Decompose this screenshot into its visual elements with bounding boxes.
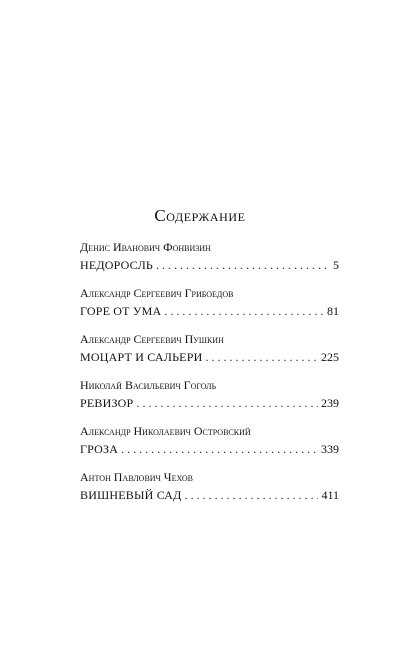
- author-name: Антон Павлович Чехов: [80, 470, 193, 484]
- dot-leader: [185, 486, 319, 504]
- dot-leader: [164, 302, 324, 320]
- toc-entry: [80, 238, 339, 274]
- toc-entry: [80, 468, 339, 504]
- work-line: [80, 256, 339, 274]
- work-title: РЕВИЗОР: [80, 396, 134, 410]
- page-number: 339: [321, 442, 339, 456]
- toc-entry: [80, 422, 339, 458]
- toc-entry: [80, 376, 339, 412]
- work-line: [80, 302, 339, 320]
- page-number: 225: [321, 350, 339, 364]
- dot-leader: [136, 394, 318, 412]
- toc-entry: [80, 284, 339, 320]
- contents-list: [80, 238, 339, 504]
- author-name: Николай Васильевич Гоголь: [80, 378, 217, 392]
- author-name: Александр Николаевич Островский: [80, 424, 251, 438]
- author-name: Александр Сергеевич Пушкин: [80, 332, 224, 346]
- author-name: Александр Сергеевич Грибоедов: [80, 286, 234, 300]
- dot-leader: [121, 440, 318, 458]
- work-title: МОЦАРТ И САЛЬЕРИ: [80, 350, 203, 364]
- work-title: НЕДОРОСЛЬ: [80, 258, 154, 272]
- page-number: 5: [333, 258, 339, 272]
- work-line: [80, 486, 339, 504]
- work-line: [80, 440, 339, 458]
- work-title: ВИШНЕВЫЙ САД: [80, 488, 182, 502]
- work-title: ГРОЗА: [80, 442, 119, 456]
- contents-title: Содержание: [154, 206, 246, 225]
- author-name: Денис Иванович Фонвизин: [80, 240, 211, 254]
- toc-entry: [80, 330, 339, 366]
- dot-leader: [156, 256, 330, 274]
- dot-leader: [205, 348, 318, 366]
- work-title: ГОРЕ ОТ УМА: [80, 304, 162, 318]
- page-number: 411: [321, 488, 339, 502]
- page-number: 81: [327, 304, 339, 318]
- work-line: [80, 394, 339, 412]
- page-number: 239: [321, 396, 339, 410]
- work-line: [80, 348, 339, 366]
